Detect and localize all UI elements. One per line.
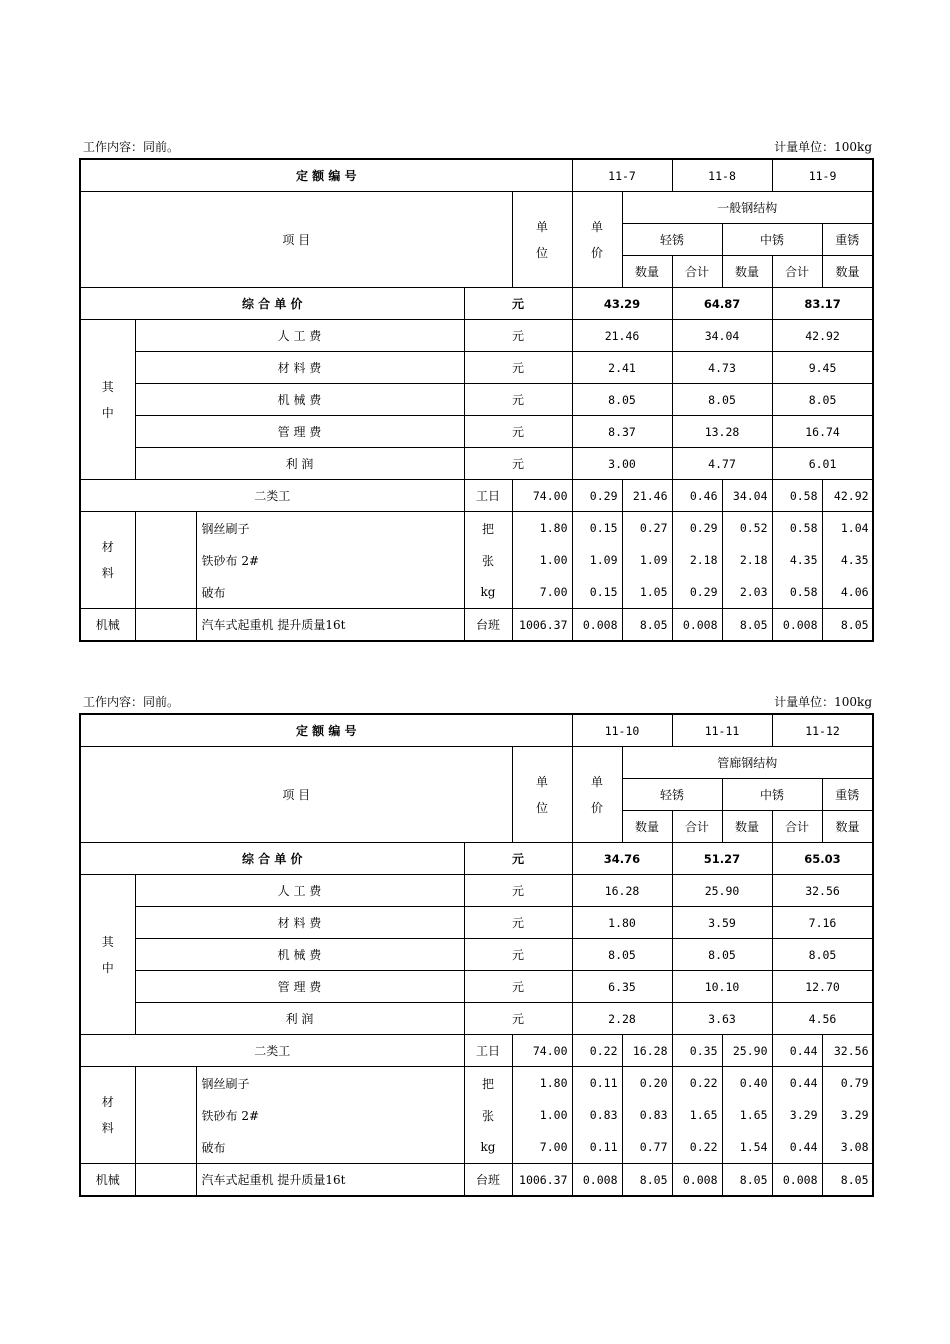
material-price: 1.80 [512, 512, 572, 545]
among-label: 其中 [80, 320, 135, 480]
fee-name: 利 润 [135, 1003, 464, 1035]
quota-section-1 [79, 138, 872, 642]
machine-qty: 0.008 [572, 1164, 622, 1197]
machine-price: 1006.37 [512, 1164, 572, 1197]
unit-label: 计量单位：100kg [774, 695, 872, 709]
material-total: 2.18 [722, 544, 772, 576]
work-content: 工作内容：同前。 [83, 695, 180, 709]
material-unit: 把 [464, 512, 512, 545]
subtype-2: 中锈 [722, 224, 822, 256]
material-row [80, 512, 873, 545]
composite-row [80, 288, 873, 320]
machine-price: 1006.37 [512, 609, 572, 642]
material-price: 7.00 [512, 576, 572, 609]
total-label: 合计 [672, 256, 722, 288]
fee-value: 21.46 [572, 320, 672, 352]
fee-unit: 元 [464, 939, 572, 971]
fee-value: 16.74 [772, 416, 873, 448]
fee-unit: 元 [464, 971, 572, 1003]
machine-qty: 0.008 [772, 1164, 822, 1197]
fee-value: 3.59 [672, 907, 772, 939]
material-total: 0.79 [822, 1067, 873, 1100]
fee-row [80, 352, 873, 384]
fee-name: 材 料 费 [135, 352, 464, 384]
machine-unit: 台班 [464, 1164, 512, 1197]
machine-row [80, 609, 873, 642]
material-qty: 0.29 [672, 512, 722, 545]
labor-qty: 0.29 [572, 480, 622, 512]
fee-value: 4.73 [672, 352, 772, 384]
labor-price: 74.00 [512, 480, 572, 512]
among-label: 其中 [80, 875, 135, 1035]
fee-value: 2.41 [572, 352, 672, 384]
header-row-1 [80, 192, 873, 224]
fee-value: 32.56 [772, 875, 873, 907]
labor-name: 二类工 [80, 1035, 464, 1067]
machine-spacer [135, 609, 196, 642]
machine-total: 8.05 [822, 1164, 873, 1197]
fee-row [80, 939, 873, 971]
fee-value: 10.10 [672, 971, 772, 1003]
fee-value: 12.70 [772, 971, 873, 1003]
fee-unit: 元 [464, 448, 572, 480]
material-price: 1.80 [512, 1067, 572, 1100]
fee-name: 管 理 费 [135, 416, 464, 448]
composite-value-1: 34.76 [572, 843, 672, 875]
machine-row [80, 1164, 873, 1197]
material-total: 1.65 [722, 1099, 772, 1131]
composite-label: 综 合 单 价 [80, 843, 464, 875]
material-unit: 张 [464, 1099, 512, 1131]
material-name: 钢丝刷子 [196, 512, 464, 545]
qty-label: 数量 [722, 256, 772, 288]
machine-unit: 台班 [464, 609, 512, 642]
labor-name: 二类工 [80, 480, 464, 512]
price-col-label: 单价 [572, 192, 622, 288]
fee-value: 4.56 [772, 1003, 873, 1035]
code-2: 11-11 [672, 714, 772, 747]
fee-name: 人 工 费 [135, 320, 464, 352]
composite-value-3: 65.03 [772, 843, 873, 875]
composite-value-2: 64.87 [672, 288, 772, 320]
labor-total: 21.46 [622, 480, 672, 512]
composite-row [80, 843, 873, 875]
material-qty: 1.65 [672, 1099, 722, 1131]
fee-row [80, 971, 873, 1003]
fee-unit: 元 [464, 907, 572, 939]
section-meta [79, 693, 872, 713]
unit-col-label: 单位 [512, 192, 572, 288]
materials-spacer [135, 512, 196, 609]
fee-value: 6.01 [772, 448, 873, 480]
machine-qty: 0.008 [772, 609, 822, 642]
material-total: 1.54 [722, 1131, 772, 1164]
material-unit: kg [464, 576, 512, 609]
fee-name: 机 械 费 [135, 939, 464, 971]
material-name: 铁砂布 2# [196, 1099, 464, 1131]
machine-name: 汽车式起重机 提升质量16t [196, 1164, 464, 1197]
code-label: 定 额 编 号 [80, 714, 572, 747]
composite-value-2: 51.27 [672, 843, 772, 875]
material-total: 0.20 [622, 1067, 672, 1100]
fee-row [80, 384, 873, 416]
fee-value: 9.45 [772, 352, 873, 384]
material-total: 1.09 [622, 544, 672, 576]
material-qty: 0.44 [772, 1131, 822, 1164]
price-col-label: 单价 [572, 747, 622, 843]
materials-label: 材料 [80, 512, 135, 609]
materials-label: 材料 [80, 1067, 135, 1164]
composite-unit: 元 [464, 288, 572, 320]
material-qty: 0.11 [572, 1131, 622, 1164]
material-qty: 0.58 [772, 512, 822, 545]
material-qty: 0.22 [672, 1131, 722, 1164]
quota-table [79, 158, 874, 642]
labor-total: 25.90 [722, 1035, 772, 1067]
materials-spacer [135, 1067, 196, 1164]
material-qty: 0.22 [672, 1067, 722, 1100]
fee-value: 2.28 [572, 1003, 672, 1035]
code-1: 11-10 [572, 714, 672, 747]
header-row-1 [80, 747, 873, 779]
fee-value: 8.05 [772, 939, 873, 971]
material-total: 1.04 [822, 512, 873, 545]
labor-total: 42.92 [822, 480, 873, 512]
code-label: 定 额 编 号 [80, 159, 572, 192]
material-name: 破布 [196, 1131, 464, 1164]
labor-qty: 0.58 [772, 480, 822, 512]
total-label: 合计 [772, 811, 822, 843]
qty-label: 数量 [822, 256, 873, 288]
machine-name: 汽车式起重机 提升质量16t [196, 609, 464, 642]
material-unit: kg [464, 1131, 512, 1164]
fee-unit: 元 [464, 416, 572, 448]
machine-total: 8.05 [722, 609, 772, 642]
fee-unit: 元 [464, 352, 572, 384]
fee-row [80, 416, 873, 448]
labor-qty: 0.46 [672, 480, 722, 512]
material-total: 0.52 [722, 512, 772, 545]
material-unit: 张 [464, 544, 512, 576]
qty-label: 数量 [622, 811, 672, 843]
fee-value: 25.90 [672, 875, 772, 907]
fee-name: 利 润 [135, 448, 464, 480]
machine-qty: 0.008 [672, 609, 722, 642]
qty-label: 数量 [622, 256, 672, 288]
machine-total: 8.05 [622, 1164, 672, 1197]
material-total: 4.06 [822, 576, 873, 609]
fee-name: 材 料 费 [135, 907, 464, 939]
material-qty: 4.35 [772, 544, 822, 576]
material-total: 0.83 [622, 1099, 672, 1131]
material-qty: 0.15 [572, 512, 622, 545]
group-title: 管廊钢结构 [622, 747, 873, 779]
code-1: 11-7 [572, 159, 672, 192]
fee-value: 3.00 [572, 448, 672, 480]
machine-label: 机械 [80, 1164, 135, 1197]
fee-name: 人 工 费 [135, 875, 464, 907]
work-content: 工作内容：同前。 [83, 140, 180, 154]
code-row [80, 714, 873, 747]
material-total: 3.29 [822, 1099, 873, 1131]
fee-unit: 元 [464, 875, 572, 907]
fee-value: 3.63 [672, 1003, 772, 1035]
material-row [80, 1067, 873, 1100]
fee-unit: 元 [464, 1003, 572, 1035]
code-3: 11-12 [772, 714, 873, 747]
item-label: 项 目 [80, 747, 512, 843]
qty-label: 数量 [822, 811, 873, 843]
fee-unit: 元 [464, 320, 572, 352]
labor-unit: 工日 [464, 1035, 512, 1067]
fee-name: 管 理 费 [135, 971, 464, 1003]
fee-value: 42.92 [772, 320, 873, 352]
group-title: 一般钢结构 [622, 192, 873, 224]
fee-value: 8.05 [572, 384, 672, 416]
material-row [80, 1099, 873, 1131]
composite-value-3: 83.17 [772, 288, 873, 320]
material-qty: 3.29 [772, 1099, 822, 1131]
machine-total: 8.05 [622, 609, 672, 642]
machine-spacer [135, 1164, 196, 1197]
fee-row [80, 875, 873, 907]
subtype-1: 轻锈 [622, 224, 722, 256]
machine-qty: 0.008 [572, 609, 622, 642]
fee-value: 8.37 [572, 416, 672, 448]
fee-value: 1.80 [572, 907, 672, 939]
material-name: 铁砂布 2# [196, 544, 464, 576]
fee-value: 8.05 [672, 939, 772, 971]
material-qty: 0.15 [572, 576, 622, 609]
material-total: 1.05 [622, 576, 672, 609]
qty-label: 数量 [722, 811, 772, 843]
fee-value: 8.05 [572, 939, 672, 971]
fee-name: 机 械 费 [135, 384, 464, 416]
fee-unit: 元 [464, 384, 572, 416]
fee-value: 7.16 [772, 907, 873, 939]
machine-total: 8.05 [822, 609, 873, 642]
material-qty: 2.18 [672, 544, 722, 576]
composite-unit: 元 [464, 843, 572, 875]
fee-row [80, 907, 873, 939]
material-name: 破布 [196, 576, 464, 609]
material-row [80, 1131, 873, 1164]
labor-qty: 0.22 [572, 1035, 622, 1067]
code-row [80, 159, 873, 192]
fee-value: 4.77 [672, 448, 772, 480]
composite-label: 综 合 单 价 [80, 288, 464, 320]
material-name: 钢丝刷子 [196, 1067, 464, 1100]
material-total: 0.40 [722, 1067, 772, 1100]
subtype-3: 重锈 [822, 224, 873, 256]
labor-total: 32.56 [822, 1035, 873, 1067]
material-row [80, 576, 873, 609]
machine-label: 机械 [80, 609, 135, 642]
material-qty: 0.83 [572, 1099, 622, 1131]
material-total: 3.08 [822, 1131, 873, 1164]
labor-unit: 工日 [464, 480, 512, 512]
subtype-3: 重锈 [822, 779, 873, 811]
material-qty: 0.29 [672, 576, 722, 609]
fee-value: 6.35 [572, 971, 672, 1003]
material-total: 0.77 [622, 1131, 672, 1164]
code-3: 11-9 [772, 159, 873, 192]
material-qty: 0.58 [772, 576, 822, 609]
fee-value: 16.28 [572, 875, 672, 907]
subtype-2: 中锈 [722, 779, 822, 811]
fee-value: 8.05 [672, 384, 772, 416]
fee-value: 8.05 [772, 384, 873, 416]
unit-label: 计量单位：100kg [774, 140, 872, 154]
labor-row [80, 1035, 873, 1067]
total-label: 合计 [672, 811, 722, 843]
material-total: 2.03 [722, 576, 772, 609]
labor-price: 74.00 [512, 1035, 572, 1067]
material-price: 1.00 [512, 1099, 572, 1131]
composite-value-1: 43.29 [572, 288, 672, 320]
labor-qty: 0.44 [772, 1035, 822, 1067]
material-total: 0.27 [622, 512, 672, 545]
fee-row [80, 320, 873, 352]
material-qty: 0.44 [772, 1067, 822, 1100]
material-total: 4.35 [822, 544, 873, 576]
fee-row [80, 1003, 873, 1035]
total-label: 合计 [772, 256, 822, 288]
section-meta [79, 138, 872, 158]
fee-value: 13.28 [672, 416, 772, 448]
quota-section-2 [79, 693, 872, 1197]
quota-table [79, 713, 874, 1197]
material-unit: 把 [464, 1067, 512, 1100]
code-2: 11-8 [672, 159, 772, 192]
machine-qty: 0.008 [672, 1164, 722, 1197]
labor-qty: 0.35 [672, 1035, 722, 1067]
unit-col-label: 单位 [512, 747, 572, 843]
machine-total: 8.05 [722, 1164, 772, 1197]
material-price: 1.00 [512, 544, 572, 576]
labor-total: 34.04 [722, 480, 772, 512]
fee-value: 34.04 [672, 320, 772, 352]
item-label: 项 目 [80, 192, 512, 288]
labor-row [80, 480, 873, 512]
material-price: 7.00 [512, 1131, 572, 1164]
fee-row [80, 448, 873, 480]
material-qty: 0.11 [572, 1067, 622, 1100]
material-row [80, 544, 873, 576]
material-qty: 1.09 [572, 544, 622, 576]
labor-total: 16.28 [622, 1035, 672, 1067]
subtype-1: 轻锈 [622, 779, 722, 811]
